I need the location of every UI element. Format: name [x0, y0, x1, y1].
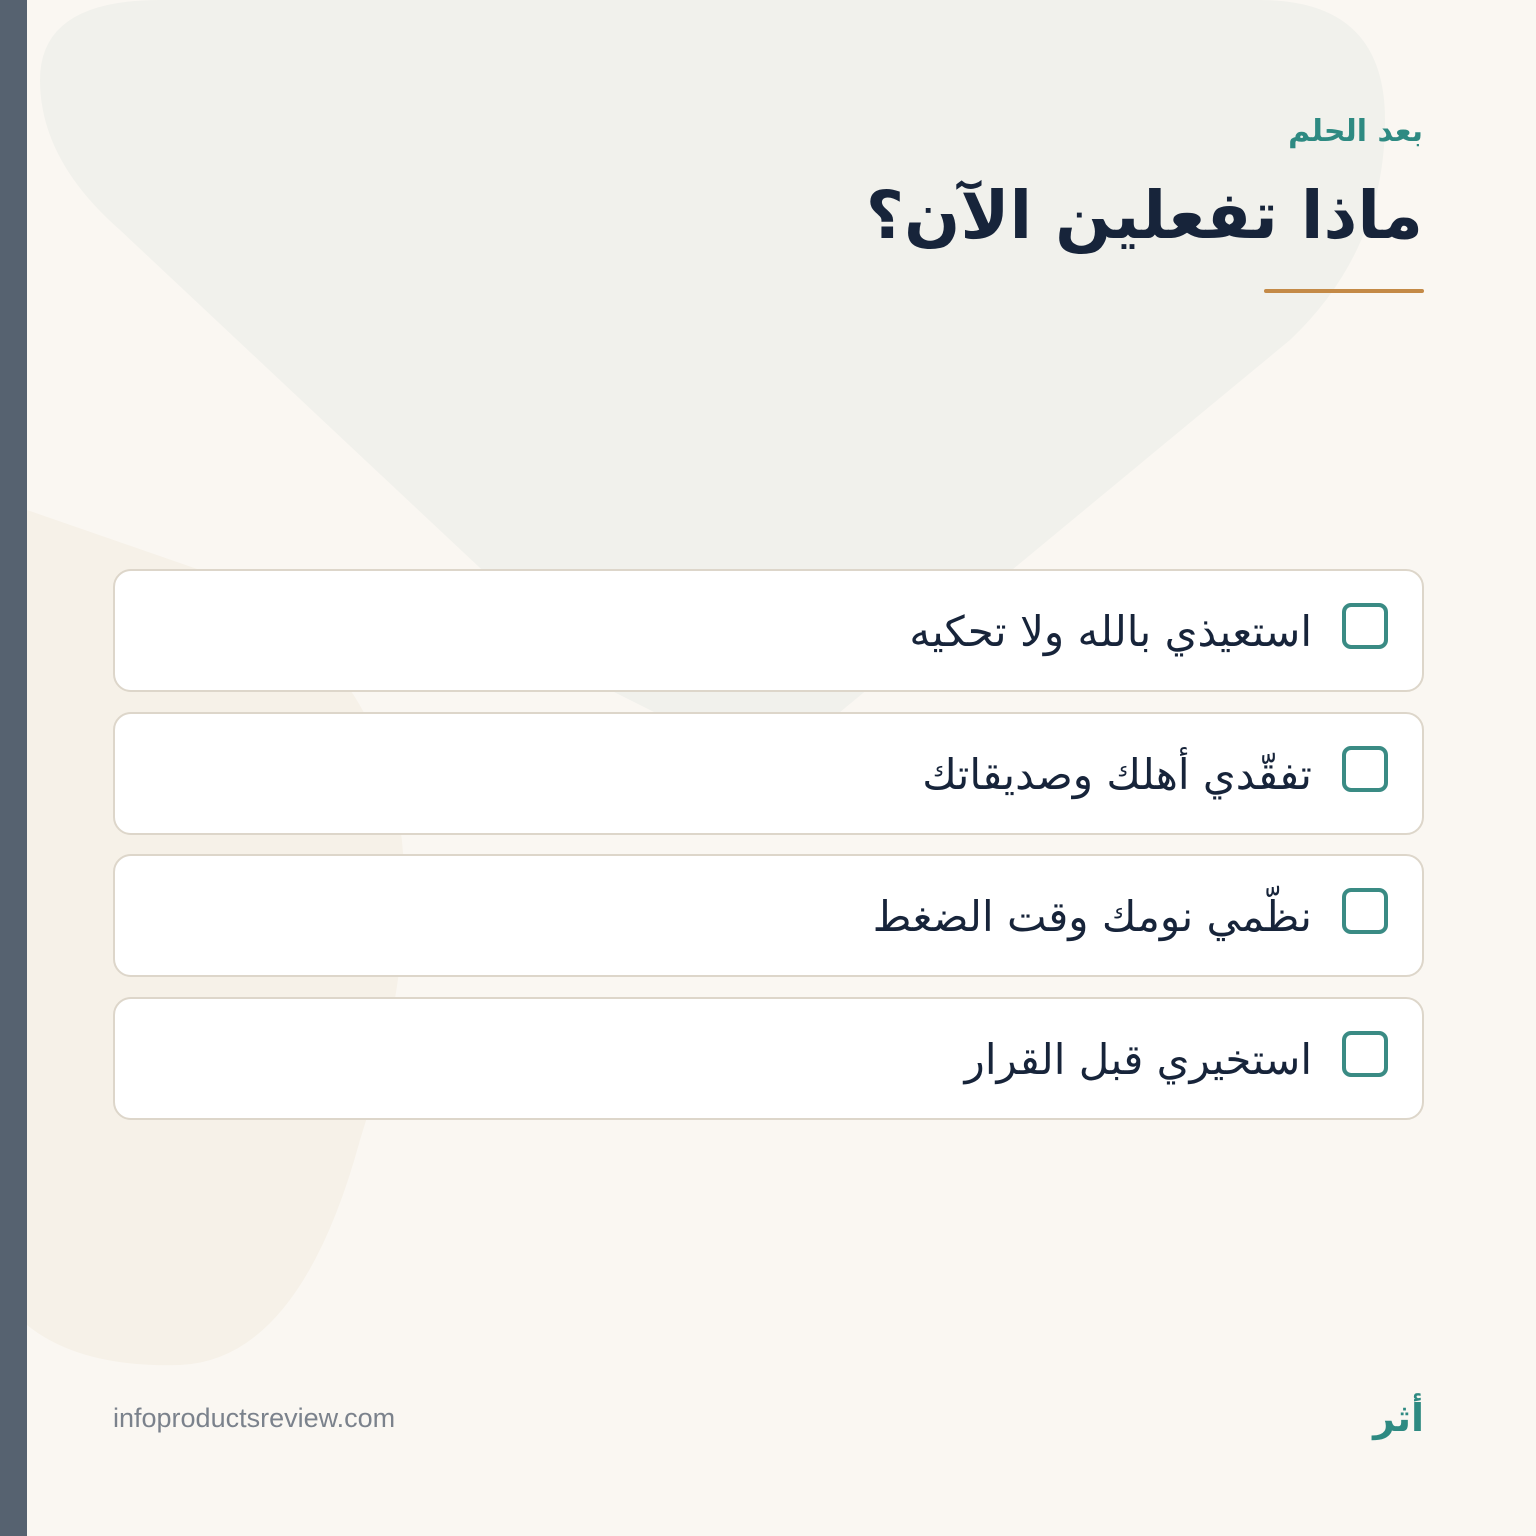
footer-url: infoproductsreview.com: [113, 1403, 396, 1433]
eyebrow-label: بعد الحلم: [1288, 114, 1423, 149]
brand-logo: أثر: [1373, 1396, 1424, 1440]
checklist-item[interactable]: [113, 854, 1424, 977]
side-accent-bar: [0, 0, 27, 1536]
checklist: [113, 569, 1424, 1139]
title-underline: [1264, 289, 1424, 293]
checkbox[interactable]: [1342, 746, 1388, 792]
checklist-item[interactable]: [113, 569, 1424, 692]
checklist-item[interactable]: [113, 712, 1424, 835]
checklist-item-label: استخيري قبل القرار: [964, 1034, 1312, 1084]
checklist-item[interactable]: [113, 997, 1424, 1120]
checkbox[interactable]: [1342, 603, 1388, 649]
checkbox[interactable]: [1342, 888, 1388, 934]
checkbox[interactable]: [1342, 1031, 1388, 1077]
checklist-item-label: تفقّدي أهلك وصديقاتك: [922, 749, 1312, 799]
checklist-item-label: استعيذي بالله ولا تحكيه: [909, 607, 1312, 656]
page-title: ماذا تفعلين الآن؟: [865, 177, 1423, 254]
checklist-item-label: نظّمي نومك وقت الضغط: [872, 892, 1312, 941]
